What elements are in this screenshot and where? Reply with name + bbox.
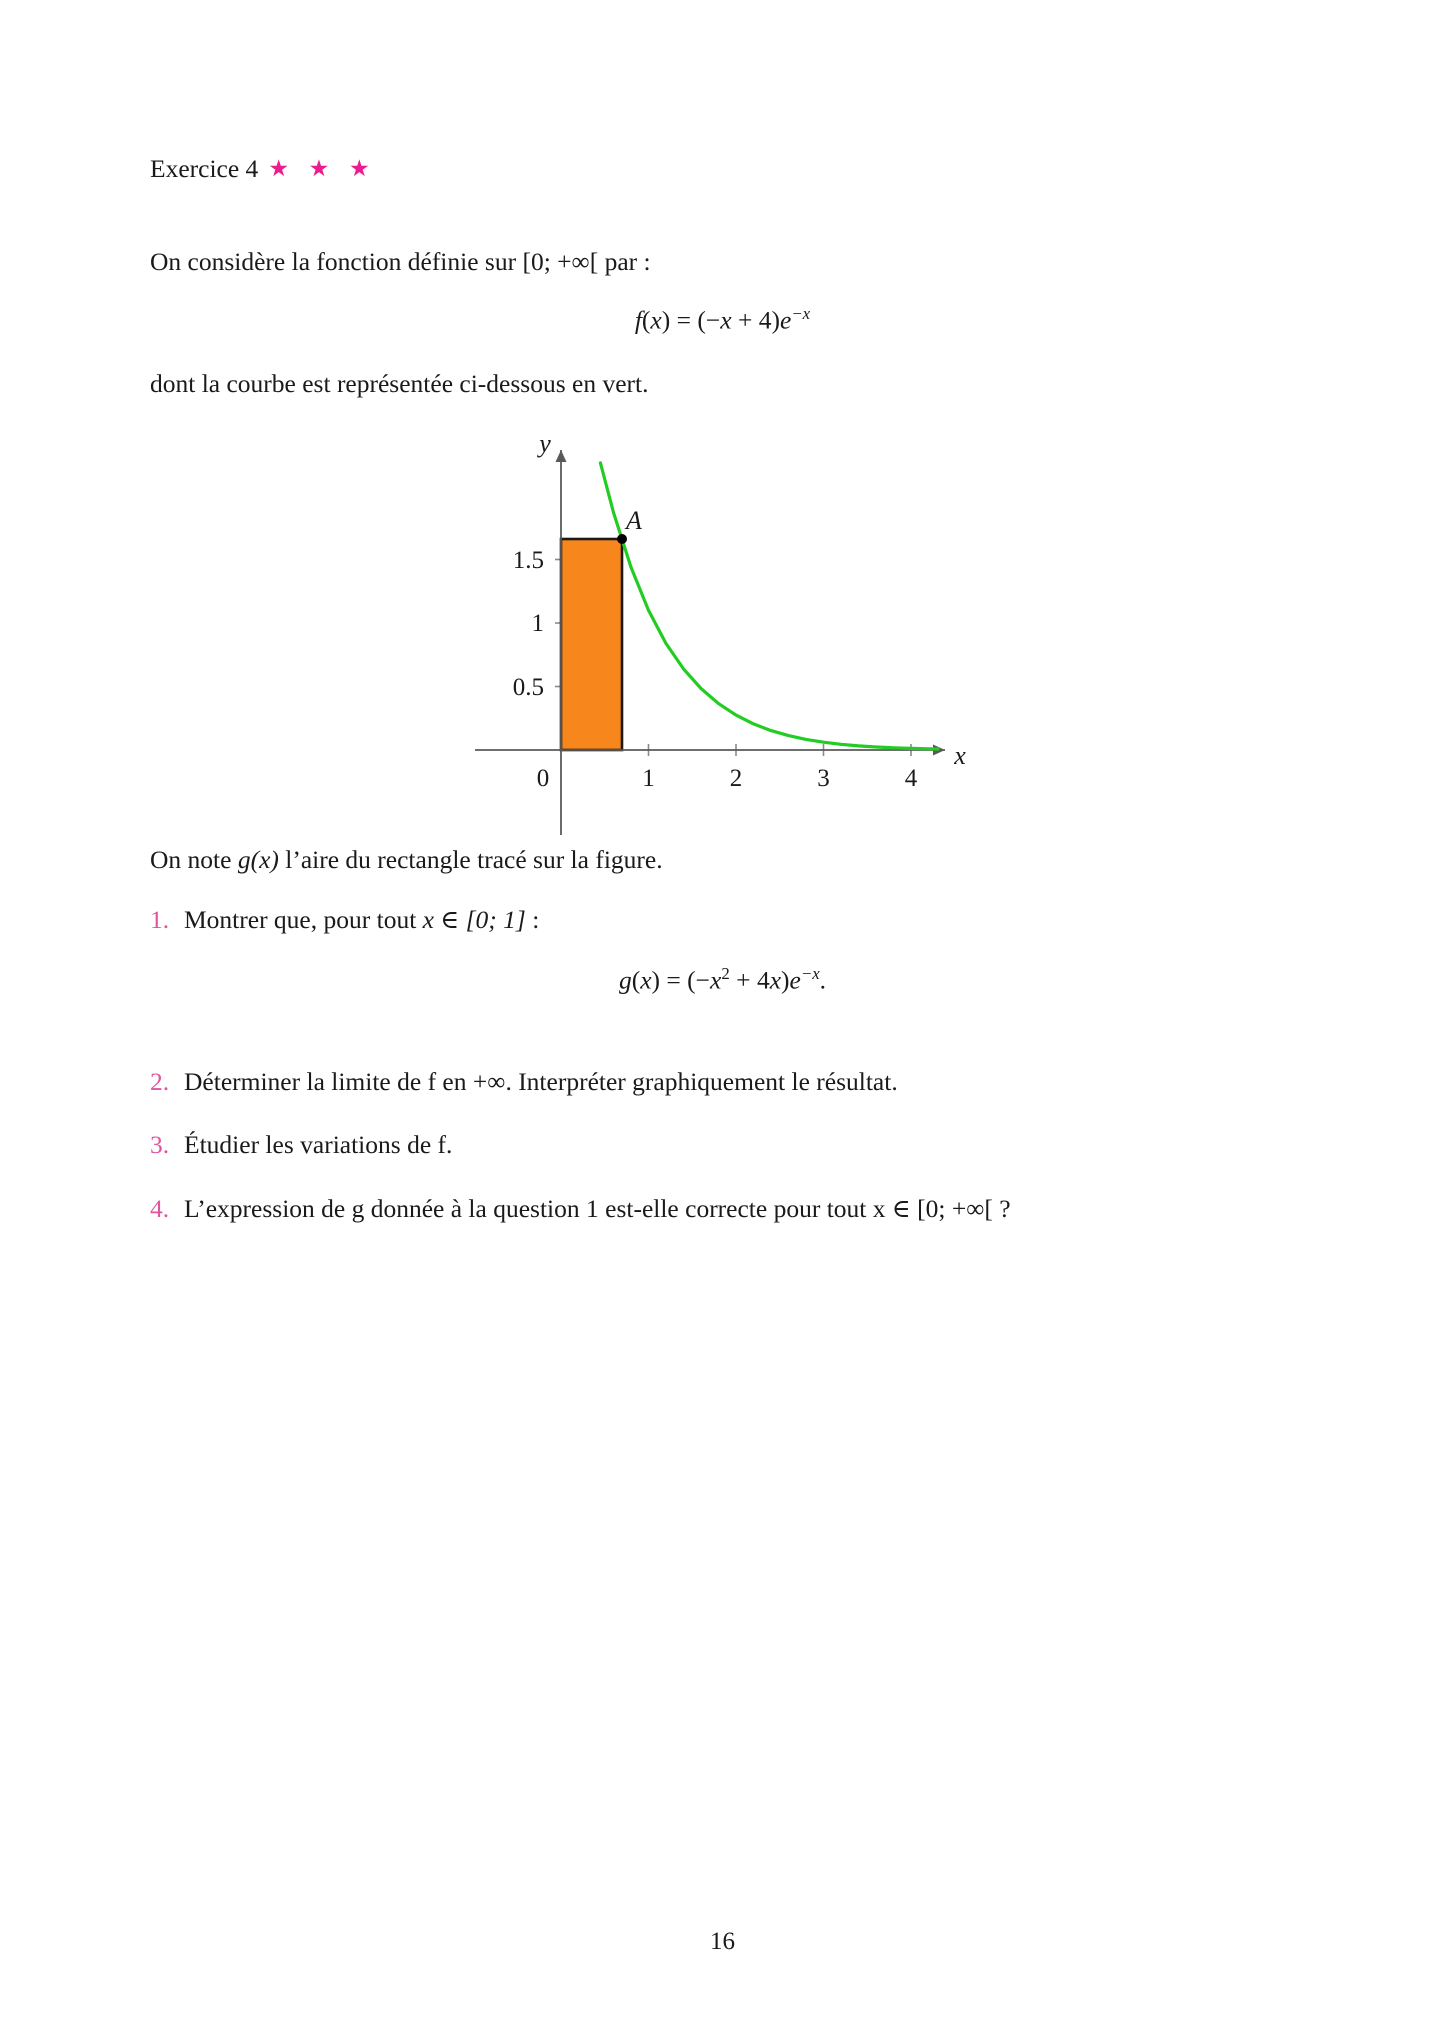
formula-f-lhs-var: x	[650, 305, 662, 335]
area-note-g-of-x: g(x)	[237, 845, 279, 874]
area-note-before: On note	[150, 845, 238, 874]
y-axis-arrow-icon	[556, 450, 567, 462]
x-tick-label-2: 2	[729, 765, 743, 792]
exercise-heading	[150, 152, 377, 186]
question-number-2: 2.	[150, 1067, 170, 1096]
formula-f-equals: =	[676, 305, 692, 335]
formula-f-lhs-open: (	[641, 305, 651, 335]
difficulty-stars-icon: ★ ★ ★	[268, 156, 377, 181]
function-curve	[600, 463, 938, 749]
intro-domain-interval: [0; +∞[	[522, 247, 599, 276]
area-note-line	[150, 843, 663, 877]
formula-f-rhs-four: 4	[758, 305, 772, 335]
formula-f-lhs-close: )	[661, 305, 671, 335]
question-item-2	[150, 1065, 898, 1099]
question-4-text: L’expression de g donnée à la question 1 est-elle correcte pour tout x ∈ [0; +∞[ ?	[184, 1194, 1011, 1223]
x-tick-label-1: 1	[642, 765, 655, 792]
question-1-text-after: :	[525, 905, 540, 934]
y-tick-label-1: 1	[531, 610, 544, 637]
x-tick-label-4: 4	[904, 765, 918, 792]
formula-f-rhs-exponent: −x	[791, 304, 811, 323]
point-a-label: A	[626, 506, 642, 535]
question-3-text: Étudier les variations de f.	[184, 1130, 453, 1159]
y-tick-label-0.5: 0.5	[512, 674, 544, 701]
question-item-4	[150, 1192, 1011, 1226]
x-tick-label-0: 0	[536, 765, 550, 792]
intro-text-after: par :	[598, 247, 651, 276]
formula-f-rhs-close: )	[771, 305, 780, 335]
formula-f-rhs-open: (	[697, 305, 706, 335]
question-number-4: 4.	[150, 1194, 170, 1223]
intro-text-before: On considère la fonction définie sur	[150, 247, 523, 276]
formula-f-rhs-e: e	[780, 305, 792, 335]
y-tick-label-1.5: 1.5	[512, 547, 544, 574]
x-tick-label-3: 3	[817, 765, 830, 792]
area-note-after: l’aire du rectangle tracé sur la figure.	[278, 845, 663, 874]
formula-f-rhs-minus: −	[705, 305, 721, 335]
question-item-3	[150, 1128, 452, 1162]
function-graph-figure	[440, 420, 1000, 840]
question-number-3: 3.	[150, 1130, 170, 1159]
y-axis-label: y	[539, 429, 551, 458]
formula-f-rhs-plus: +	[737, 305, 753, 335]
display-formula-g: $g(x) = (-x^2 + 4x)e^{-x}$.	[618, 964, 827, 995]
exercise-title: Exercice 4	[150, 154, 259, 183]
curve-description-line: dont la courbe est représentée ci-dessous en vert.	[150, 369, 649, 398]
question-item-1	[150, 903, 539, 937]
question-number-1: 1.	[150, 905, 170, 934]
x-axis-label: x	[954, 741, 966, 770]
question-1-math: x ∈ [0; 1]	[422, 905, 526, 934]
question-1-text-before: Montrer que, pour tout	[184, 905, 423, 934]
intro-definition-line	[150, 245, 651, 279]
display-formula-f	[0, 303, 1445, 338]
point-a-marker	[617, 534, 627, 544]
question-2-text: Déterminer la limite de f en +∞. Interpréter graphiquement le résultat.	[184, 1067, 898, 1096]
page-number: 16	[710, 1928, 735, 1955]
formula-f-lhs-f: f	[634, 305, 642, 335]
area-rectangle	[561, 539, 622, 750]
formula-f-rhs-var: x	[720, 305, 732, 335]
